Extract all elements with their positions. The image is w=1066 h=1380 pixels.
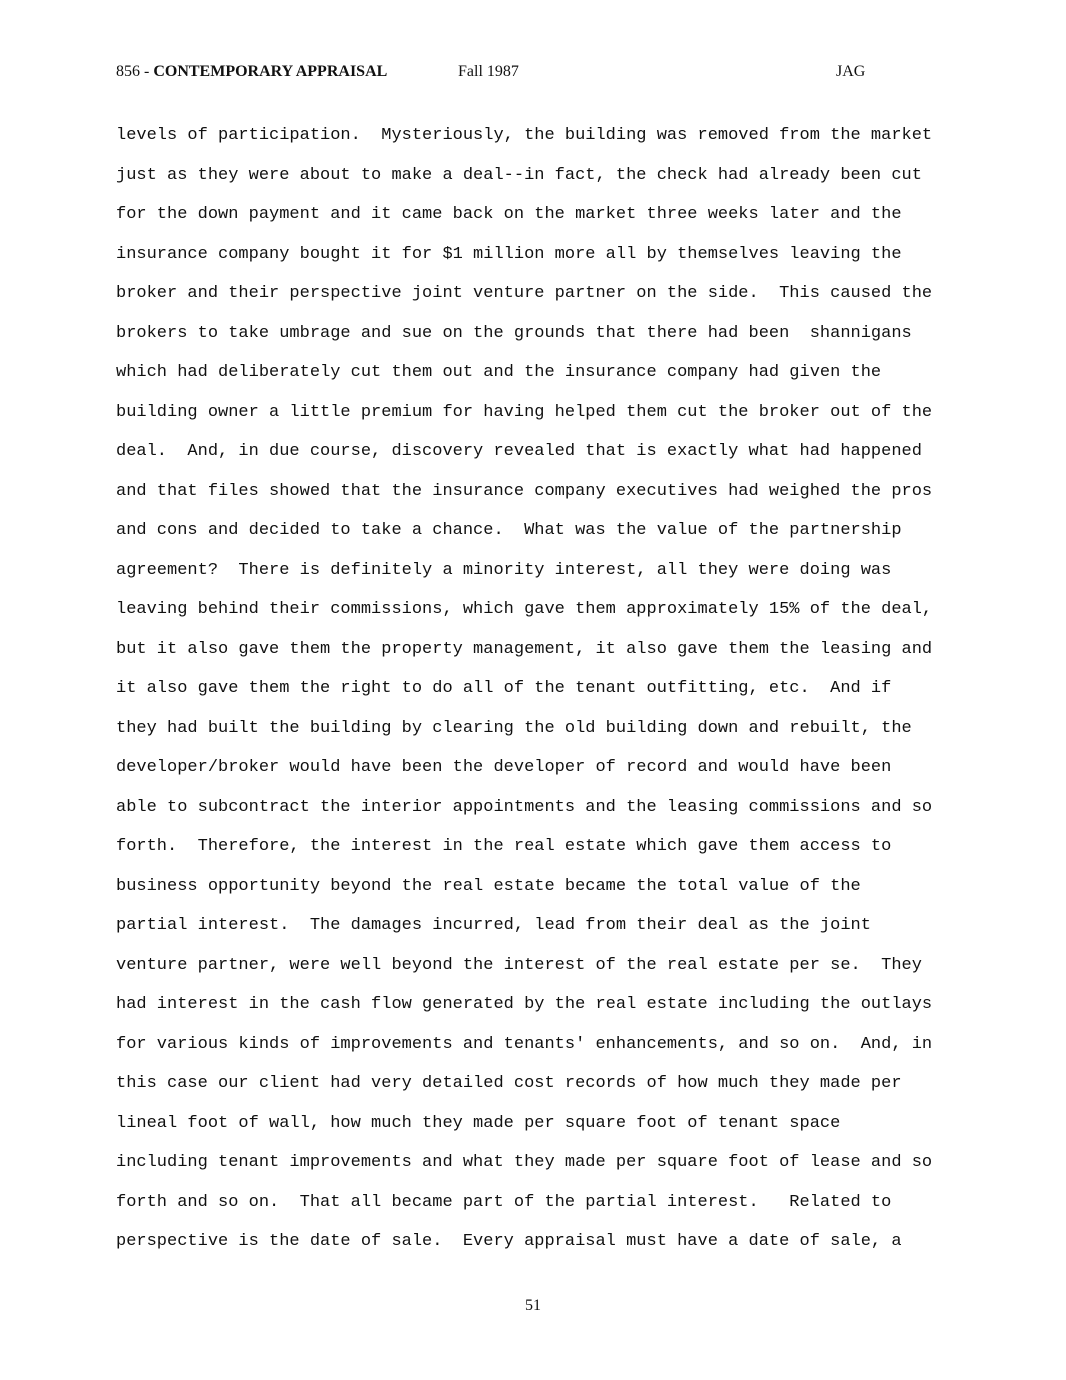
course-title: CONTEMPORARY APPRAISAL (153, 63, 388, 80)
term-label: Fall 1987 (458, 63, 519, 80)
text-line: for various kinds of improvements and tenants' enhancements, and so on. And, in (116, 1034, 933, 1054)
text-line: it also gave them the right to do all of the tenant outfitting, etc. And if (116, 679, 892, 698)
text-line: and that files showed that the insurance company executives had weighed the pros (116, 481, 933, 501)
text-line: they had built the building by clearing the old building down and rebuilt, the (116, 718, 912, 738)
text-line: had interest in the cash flow generated by the real estate including the outlays (116, 995, 933, 1014)
text-line: broker and their perspective joint venture partner on the side. This caused the (116, 284, 933, 303)
text-line: but it also gave them the property management, it also gave them the leasing and (116, 639, 933, 659)
transcript-body (116, 116, 976, 1262)
text-line: for the down payment and it came back on the market three weeks later and the (116, 205, 902, 224)
page-header (0, 63, 1066, 85)
text-line: business opportunity beyond the real estate became the total value of the (116, 876, 861, 896)
text-line: developer/broker would have been the developer of record and would have been (116, 758, 892, 777)
text-line: deal. And, in due course, discovery revealed that is exactly what had happened (116, 442, 922, 461)
text-line: this case our client had very detailed cost records of how much they made per (116, 1074, 902, 1093)
author-initials: JAG (836, 63, 866, 80)
text-line: and cons and decided to take a chance. What was the value of the partnership (116, 521, 902, 540)
text-line: which had deliberately cut them out and the insurance company had given the (116, 363, 882, 382)
text-line: able to subcontract the interior appointments and the leasing commissions and so (116, 797, 933, 817)
text-line: partial interest. The damages incurred, lead from their deal as the joint (116, 916, 871, 935)
text-line: building owner a little premium for having helped them cut the broker out of the (116, 402, 933, 422)
text-line: forth. Therefore, the interest in the real estate which gave them access to (116, 837, 892, 856)
text-line: lineal foot of wall, how much they made per square foot of tenant space (116, 1113, 841, 1133)
text-line: agreement? There is definitely a minority interest, all they were doing was (116, 560, 892, 580)
text-line: venture partner, were well beyond the interest of the real estate per se. They (116, 955, 922, 975)
text-line: brokers to take umbrage and sue on the grounds that there had been shannigans (116, 323, 912, 343)
page-number: 51 (525, 1297, 541, 1314)
course-heading (116, 63, 387, 81)
text-line: levels of participation. Mysteriously, the building was removed from the market (116, 126, 933, 145)
text-line: forth and so on. That all became part of the partial interest. Related to (116, 1192, 892, 1212)
text-line: perspective is the date of sale. Every appraisal must have a date of sale, a (116, 1232, 902, 1251)
text-line: leaving behind their commissions, which gave them approximately 15% of the deal, (116, 600, 933, 619)
course-number: 856 - (116, 63, 154, 80)
text-line: including tenant improvements and what they made per square foot of lease and so (116, 1153, 933, 1172)
text-line: just as they were about to make a deal--in fact, the check had already been cut (116, 165, 922, 185)
text-line: insurance company bought it for $1 million more all by themselves leaving the (116, 244, 902, 264)
